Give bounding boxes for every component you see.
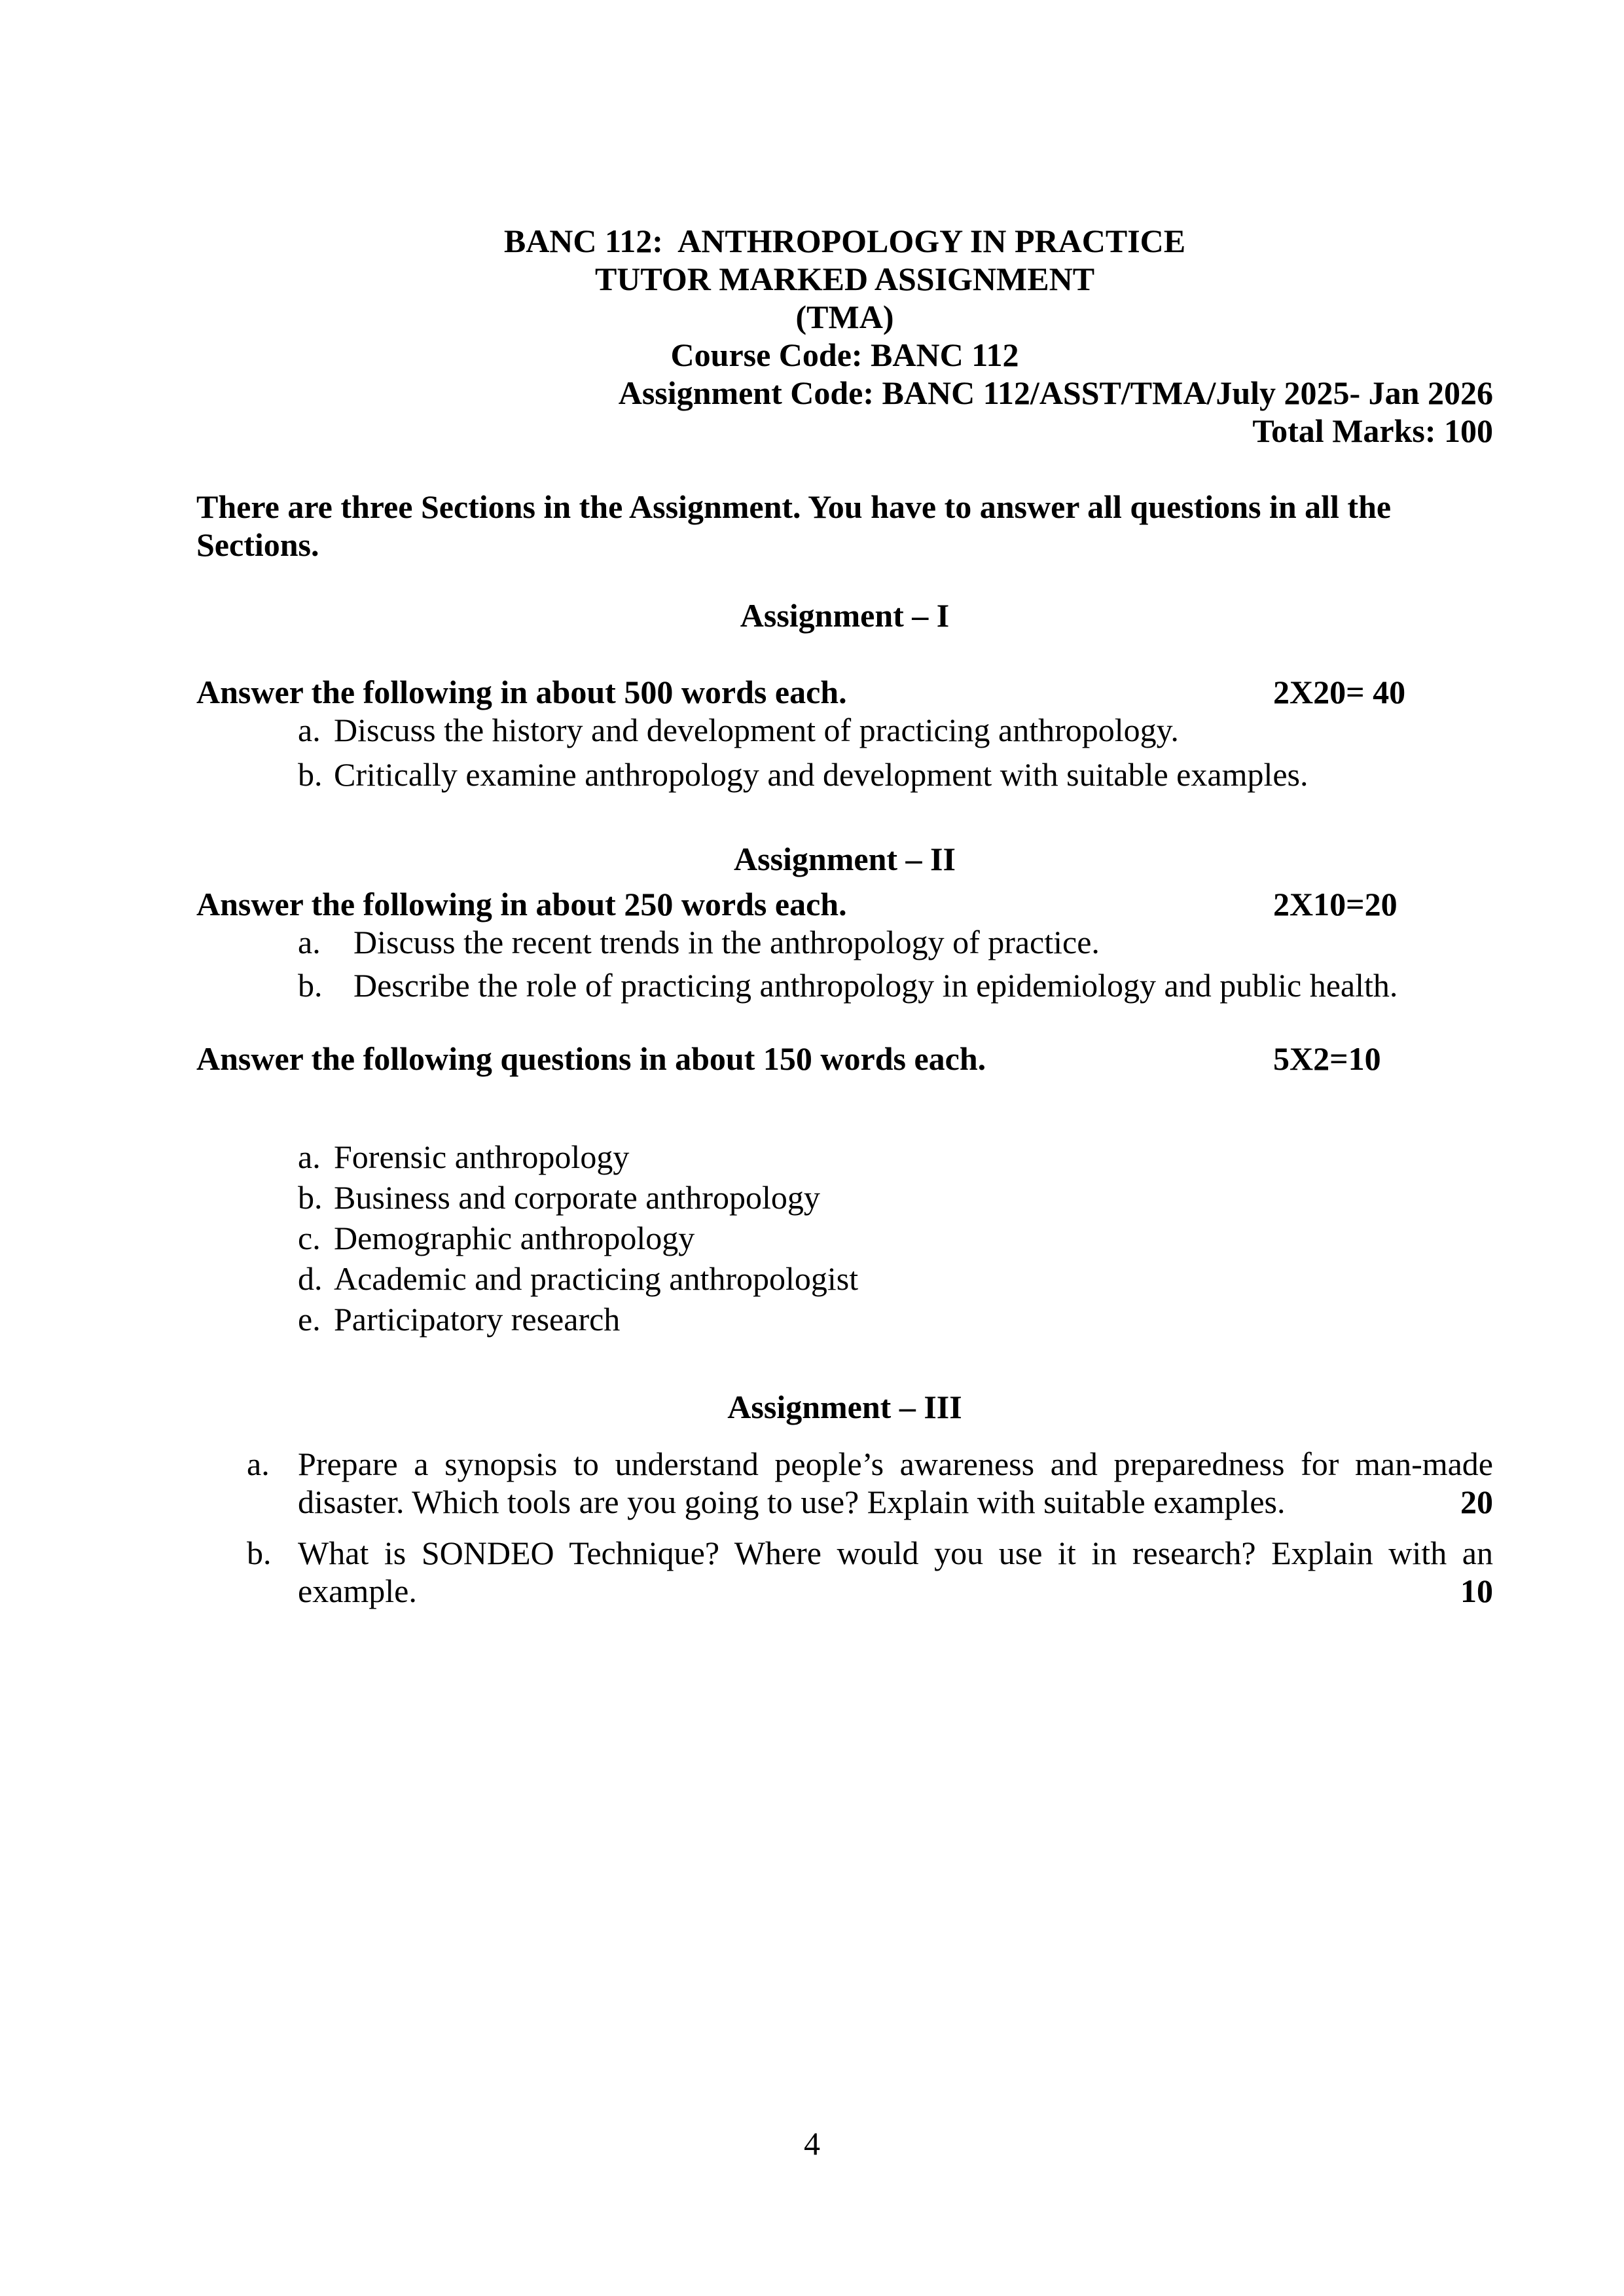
item-marker: a. bbox=[298, 712, 321, 748]
list-item bbox=[196, 1300, 1493, 1338]
short-topics-list bbox=[196, 1138, 1493, 1338]
page-number: 4 bbox=[804, 2125, 820, 2162]
item-marker: b. bbox=[298, 967, 323, 1004]
item-marks: 20 bbox=[1460, 1484, 1493, 1520]
assignment2-instruction-row bbox=[196, 885, 1493, 923]
item-text: Prepare a synopsis to understand people’s awareness and preparedness for man-made disaster. Which tools are you going to use? Explain with suitable examples. bbox=[298, 1446, 1493, 1520]
list-item bbox=[196, 1219, 1493, 1257]
item-text: Forensic anthropology bbox=[334, 1139, 630, 1175]
list-item bbox=[196, 1178, 1493, 1216]
item-marker: b. bbox=[298, 1179, 323, 1216]
list-item bbox=[196, 1445, 1493, 1521]
item-text: Describe the role of practicing anthropology in epidemiology and public health. bbox=[353, 967, 1398, 1004]
list-item bbox=[196, 1260, 1493, 1298]
assignment2-heading: Assignment – II bbox=[734, 841, 956, 877]
item-marker: b. bbox=[247, 1535, 272, 1571]
assignment2-instruction: Answer the following in about 250 words each. bbox=[196, 886, 847, 922]
item-text: Critically examine anthropology and development with suitable examples. bbox=[334, 756, 1308, 793]
list-item bbox=[196, 756, 1493, 793]
list-item bbox=[196, 966, 1493, 1004]
item-marker: d. bbox=[298, 1260, 323, 1297]
assignment1-instruction: Answer the following in about 500 words each. bbox=[196, 674, 847, 710]
item-text: Discuss the history and development of practicing anthropology. bbox=[334, 712, 1179, 748]
assignment2-instruction2: Answer the following questions in about 150 words each. bbox=[196, 1040, 986, 1077]
assignment1-instruction-row bbox=[196, 673, 1493, 711]
item-text: Business and corporate anthropology bbox=[334, 1179, 820, 1216]
item-marker: b. bbox=[298, 756, 323, 793]
item-marker: a. bbox=[247, 1446, 270, 1482]
assignment1-marks: 2X20= 40 bbox=[1273, 674, 1406, 710]
item-text: Participatory research bbox=[334, 1301, 621, 1338]
assignment1-heading: Assignment – I bbox=[740, 597, 950, 634]
doc-title: BANC 112: ANTHROPOLOGY IN PRACTICE bbox=[503, 223, 1186, 259]
item-text: Discuss the recent trends in the anthropology of practice. bbox=[353, 924, 1100, 960]
total-marks: Total Marks: 100 bbox=[1252, 412, 1493, 449]
item-marks: 10 bbox=[1460, 1573, 1493, 1609]
list-item bbox=[196, 923, 1493, 961]
assignment2-instruction2-row bbox=[196, 1040, 1493, 1078]
item-text: Demographic anthropology bbox=[334, 1220, 695, 1256]
item-text: Academic and practicing anthropologist bbox=[334, 1260, 859, 1297]
doc-header bbox=[196, 222, 1493, 450]
doc-subtitle: TUTOR MARKED ASSIGNMENT bbox=[594, 261, 1095, 297]
item-marker: a. bbox=[298, 1139, 321, 1175]
assignment2-marks: 2X10=20 bbox=[1273, 886, 1398, 922]
course-code: Course Code: BANC 112 bbox=[670, 337, 1019, 373]
list-item bbox=[196, 1534, 1493, 1610]
assignment2-marks2: 5X2=10 bbox=[1273, 1040, 1381, 1077]
item-marker: e. bbox=[298, 1301, 321, 1338]
item-marker: c. bbox=[298, 1220, 321, 1256]
list-item bbox=[196, 1138, 1493, 1176]
list-item bbox=[196, 711, 1493, 749]
assignment3-heading: Assignment – III bbox=[727, 1389, 962, 1425]
item-marker: a. bbox=[298, 924, 321, 960]
intro-paragraph: There are three Sections in the Assignment. You have to answer all questions in all the Sections. bbox=[196, 488, 1392, 563]
item-text: What is SONDEO Technique? Where would you use it in research? Explain with an example. bbox=[298, 1535, 1493, 1609]
assignment-code: Assignment Code: BANC 112/ASST/TMA/July 2025- Jan 2026 bbox=[618, 374, 1493, 411]
doc-tma-label: (TMA) bbox=[795, 299, 894, 335]
